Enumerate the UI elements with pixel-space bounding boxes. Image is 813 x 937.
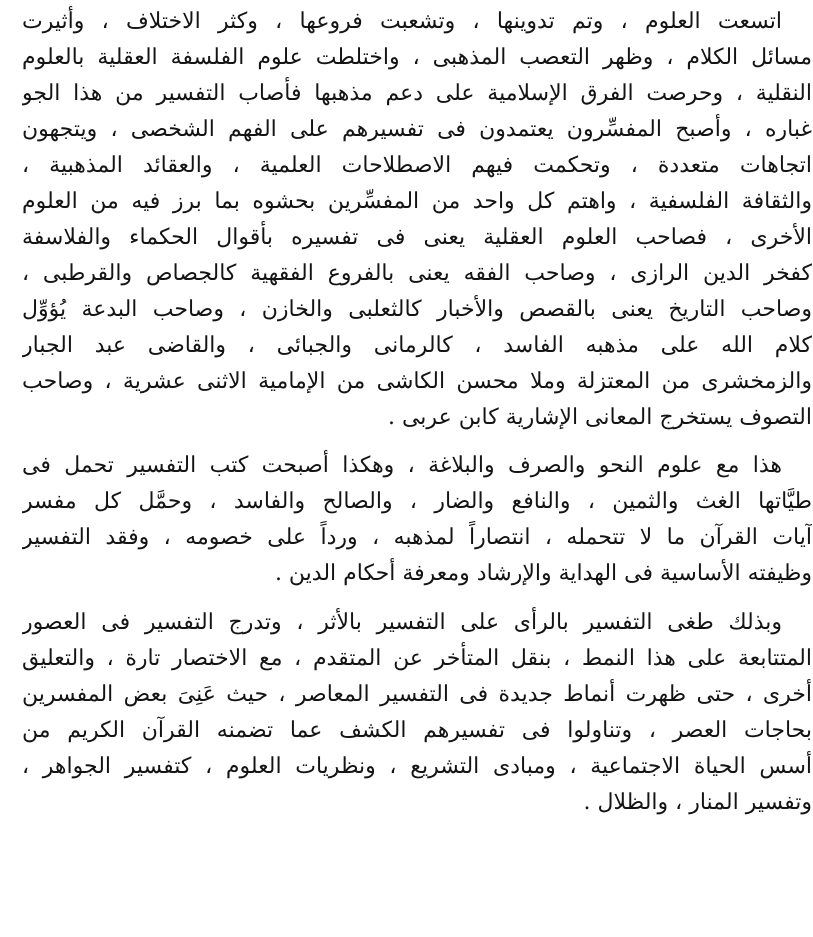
text-line: الأخرى ، فصاحب العلوم العقلية يعنى فى تفسيره بأقوال الحكماء والفلاسفة [22,225,812,250]
text-line: كفخر الدين الرازى ، وصاحب الفقه يعنى بالفروع الفقهية كالجصاص والقرطبى ، [22,261,812,286]
document-page [22,0,812,937]
text-line: آيات القرآن ما لا تتحمله ، انتصاراً لمذهبه ، ورداً على خصومه ، وفقد التفسير [22,525,812,550]
text-line: وظيفته الأساسية فى الهداية والإرشاد ومعرفة أحكام الدين . [274,561,812,586]
text-line: طيَّاتها الغث والثمين ، والنافع والضار ، والصالح والفاسد ، وحمَّل كل مفسر [22,489,812,514]
text-line: اتسعت العلوم ، وتم تدوينها ، وتشعبت فروعها ، وكثر الاختلاف ، وأثيرت [22,9,782,34]
text-line: التصوف يستخرج المعانى الإشارية كابن عربى . [387,405,812,430]
text-line: النقلية ، وحرصت الفرق الإسلامية على دعم مذهبها فأصاب التفسير من هذا الجو [22,81,812,106]
text-line: والزمخشرى من المعتزلة وملا محسن الكاشى من الإمامية الاثنى عشرية ، وصاحب [22,369,812,394]
text-line: وتفسير المنار ، والظلال . [583,790,812,815]
text-line: المتتابعة على هذا النمط ، بنقل المتأخر عن المتقدم ، مع الاختصار تارة ، والتعليق [22,646,812,671]
text-line: غباره ، وأصبح المفسِّرون يعتمدون فى تفسيرهم على الفهم الشخصى ، ويتجهون [22,117,812,142]
text-line: أسس الحياة الاجتماعية ، ومبادى التشريع ، ونظريات العلوم ، كتفسير الجواهر ، [22,754,812,779]
text-line: أخرى ، حتى ظهرت أنماط جديدة فى التفسير المعاصر ، حيث عَنِىَ بعض المفسرين [22,682,812,707]
text-line: مسائل الكلام ، وظهر التعصب المذهبى ، واختلطت علوم الفلسفة العقلية بالعلوم [22,45,812,70]
text-line: كلام الله على مذهبه الفاسد ، كالرمانى والجبائى ، والقاضى عبد الجبار [22,333,812,358]
text-line: بحاجات العصر ، وتناولوا فى تفسيرهم الكشف عما تضمنه القرآن الكريم من [22,718,812,743]
text-line: والثقافة الفلسفية ، واهتم كل واحد من المفسِّرين بحشوه بما برز فيه من العلوم [22,189,812,214]
text-line: اتجاهات متعددة ، وتحكمت فيهم الاصطلاحات العلمية ، والعقائد المذهبية ، [22,153,812,178]
text-line: هذا مع علوم النحو والصرف والبلاغة ، وهكذا أصبحت كتب التفسير تحمل فى [22,453,782,478]
text-line: وبذلك طغى التفسير بالرأى على التفسير بالأثر ، وتدرج التفسير فى العصور [22,610,782,635]
text-line: وصاحب التاريخ يعنى بالقصص والأخبار كالثعلبى والخازن ، وصاحب البدعة يُؤوِّل [22,297,812,322]
